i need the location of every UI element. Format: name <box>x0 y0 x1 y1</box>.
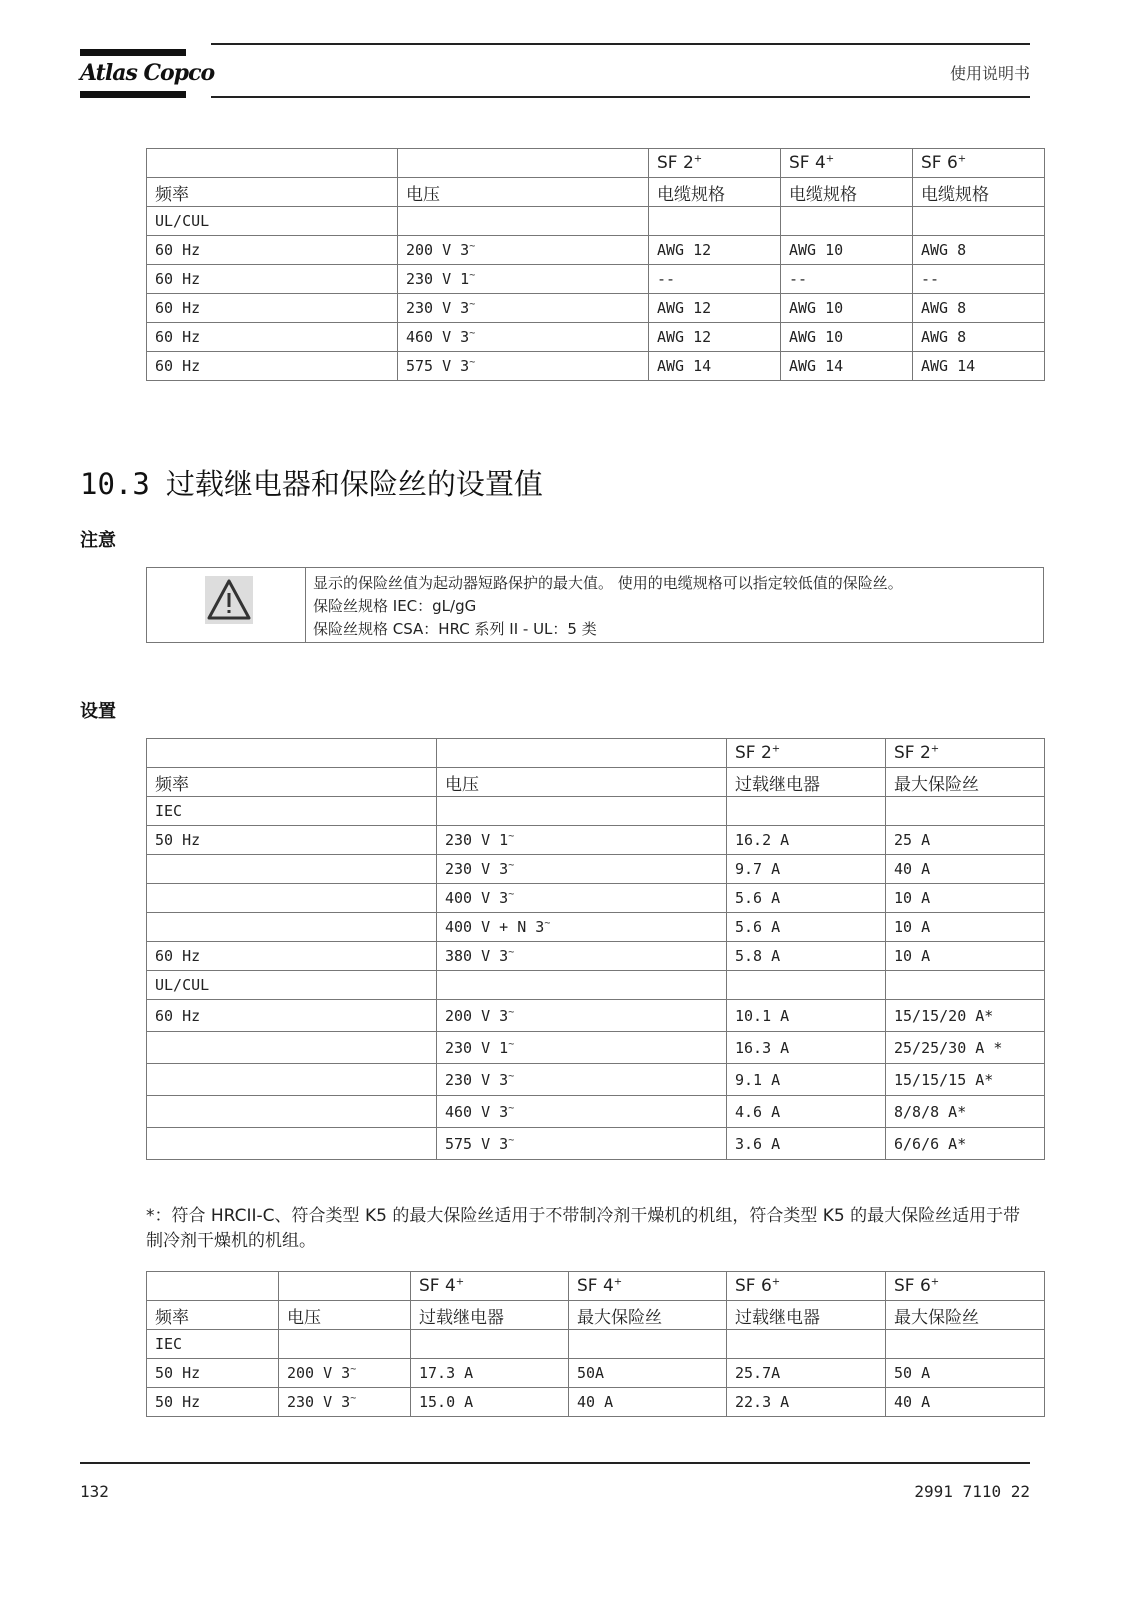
table-cell: IEC <box>147 797 437 826</box>
table-row <box>147 826 1045 855</box>
table-cell: -- <box>781 265 913 294</box>
note-box <box>146 567 1044 643</box>
header-cell: 过载继电器 <box>727 768 886 797</box>
table-row <box>147 855 1045 884</box>
table-cell: 230 V 3~ <box>437 855 727 884</box>
table-row <box>147 323 1045 352</box>
atlas-copco-logo: Atlas Copco <box>80 60 215 86</box>
table-cell: 60 Hz <box>147 1000 437 1032</box>
table-cell: AWG 8 <box>913 236 1045 265</box>
table-cell: AWG 10 <box>781 236 913 265</box>
header-cell: 最大保险丝 <box>886 768 1045 797</box>
table-cell: 230 V 3~ <box>437 1064 727 1096</box>
logo-bar-bottom <box>80 91 186 98</box>
header-cell: SF 2+ <box>649 149 781 178</box>
table-cell <box>727 797 886 826</box>
table-cell <box>886 797 1045 826</box>
table-cell: 16.3 A <box>727 1032 886 1064</box>
table-cell: 400 V 3~ <box>437 884 727 913</box>
table-cell: 380 V 3~ <box>437 942 727 971</box>
table-cell <box>886 1330 1045 1359</box>
header-cell <box>147 1272 279 1301</box>
table-cell: 15/15/20 A* <box>886 1000 1045 1032</box>
table-cell <box>569 1330 727 1359</box>
table-cell: 15.0 A <box>411 1388 569 1417</box>
header-cell <box>398 149 649 178</box>
table-cell: 10 A <box>886 913 1045 942</box>
table-cell: UL/CUL <box>147 207 398 236</box>
table-cell: 460 V 3~ <box>437 1096 727 1128</box>
table-cell <box>147 884 437 913</box>
header-cell: 频率 <box>147 768 437 797</box>
table-row <box>147 294 1045 323</box>
table-cell: 9.7 A <box>727 855 886 884</box>
table-header-row <box>147 768 1045 797</box>
table-cell: 50 Hz <box>147 826 437 855</box>
note-heading: 注意 <box>80 530 116 551</box>
footer-rule <box>80 1462 1030 1464</box>
table-cell <box>147 1128 437 1160</box>
table-cell <box>398 207 649 236</box>
table-cell: -- <box>913 265 1045 294</box>
table-cell: AWG 12 <box>649 294 781 323</box>
table-cell: 60 Hz <box>147 352 398 381</box>
table-cell <box>147 1064 437 1096</box>
table-cell <box>913 207 1045 236</box>
table-cell: 25.7A <box>727 1359 886 1388</box>
table-row <box>147 1359 1045 1388</box>
header-cell: 电缆规格 <box>649 178 781 207</box>
table-header-row <box>147 149 1045 178</box>
header-cell: SF 4+ <box>411 1272 569 1301</box>
header-cell: 最大保险丝 <box>886 1301 1045 1330</box>
header-cell: SF 4+ <box>781 149 913 178</box>
section-title <box>80 462 543 503</box>
table-cell: 50A <box>569 1359 727 1388</box>
header-rule-bottom <box>211 96 1030 98</box>
table-row <box>147 1330 1045 1359</box>
doc-title: 使用说明书 <box>949 64 1030 83</box>
note-line: 保险丝规格 CSA：HRC 系列 II - UL：5 类 <box>313 620 597 638</box>
table-row <box>147 236 1045 265</box>
table-cell: 200 V 3~ <box>279 1359 411 1388</box>
table-cell: AWG 8 <box>913 294 1045 323</box>
table-cell: 200 V 3~ <box>398 236 649 265</box>
header-cell: 电压 <box>279 1301 411 1330</box>
table-header-row <box>147 178 1045 207</box>
table-row <box>147 1128 1045 1160</box>
warning-triangle-icon <box>205 576 253 624</box>
table-cell: AWG 14 <box>781 352 913 381</box>
table-cell: 460 V 3~ <box>398 323 649 352</box>
table-cell: 5.8 A <box>727 942 886 971</box>
section-title-text: 过载继电器和保险丝的设置值 <box>165 467 543 501</box>
table-cell <box>147 1096 437 1128</box>
table-cell: 22.3 A <box>727 1388 886 1417</box>
table-cell: 17.3 A <box>411 1359 569 1388</box>
table-header-row <box>147 1272 1045 1301</box>
table-cell: 9.1 A <box>727 1064 886 1096</box>
table-cell: AWG 14 <box>649 352 781 381</box>
table-cell <box>649 207 781 236</box>
table-cell <box>886 971 1045 1000</box>
table-cell: 50 A <box>886 1359 1045 1388</box>
table-cell: 230 V 3~ <box>279 1388 411 1417</box>
table-cell: 8/8/8 A* <box>886 1096 1045 1128</box>
table-header-row <box>147 739 1045 768</box>
table-cell: 60 Hz <box>147 294 398 323</box>
header-cell: SF 6+ <box>727 1272 886 1301</box>
table-row <box>147 265 1045 294</box>
table-cell: 50 Hz <box>147 1359 279 1388</box>
table-cell <box>437 971 727 1000</box>
table-cell: AWG 14 <box>913 352 1045 381</box>
table-row <box>147 1388 1045 1417</box>
page-number: 132 <box>80 1482 109 1501</box>
table-cell: 575 V 3~ <box>398 352 649 381</box>
table-cell: 40 A <box>569 1388 727 1417</box>
table-cell <box>437 797 727 826</box>
header-cell: 电压 <box>398 178 649 207</box>
header-cell <box>147 149 398 178</box>
note-icon-cell <box>147 568 306 642</box>
table-cell: 400 V + N 3~ <box>437 913 727 942</box>
cable-size-table <box>146 148 1045 381</box>
table-row <box>147 207 1045 236</box>
table-row <box>147 1064 1045 1096</box>
header-cell: SF 4+ <box>569 1272 727 1301</box>
header-cell: SF 2+ <box>727 739 886 768</box>
header-cell: SF 6+ <box>913 149 1045 178</box>
table-cell: 230 V 1~ <box>437 826 727 855</box>
table-cell: 40 A <box>886 1388 1045 1417</box>
footnote: *：符合 HRCII-C、符合类型 K5 的最大保险丝适用于不带制冷剂干燥机的机组，符合类型 K5 的最大保险丝适用于带制冷剂干燥机的机组。 <box>146 1206 1021 1251</box>
header-rule-top <box>211 43 1030 45</box>
table-cell: 60 Hz <box>147 265 398 294</box>
table-cell: 60 Hz <box>147 323 398 352</box>
table-cell: UL/CUL <box>147 971 437 1000</box>
header-cell <box>147 739 437 768</box>
header-cell: SF 2+ <box>886 739 1045 768</box>
table-row <box>147 884 1045 913</box>
logo-bar-top <box>80 49 186 56</box>
overload-fuse-table-sf2 <box>146 738 1045 1160</box>
table-row <box>147 352 1045 381</box>
table-row <box>147 1032 1045 1064</box>
table-cell <box>411 1330 569 1359</box>
table-cell: 25 A <box>886 826 1045 855</box>
table-row <box>147 971 1045 1000</box>
overload-fuse-table-sf4-sf6 <box>146 1271 1045 1417</box>
table-cell: 60 Hz <box>147 942 437 971</box>
table-cell: 3.6 A <box>727 1128 886 1160</box>
table-cell: AWG 8 <box>913 323 1045 352</box>
table-cell <box>727 971 886 1000</box>
header-cell: 电缆规格 <box>913 178 1045 207</box>
doc-number: 2991 7110 22 <box>914 1482 1030 1501</box>
header-cell: 过载继电器 <box>727 1301 886 1330</box>
table-row <box>147 1000 1045 1032</box>
table-cell: 5.6 A <box>727 913 886 942</box>
table-cell: -- <box>649 265 781 294</box>
table-cell: 15/15/15 A* <box>886 1064 1045 1096</box>
section-number: 10.3 <box>80 467 150 501</box>
table-cell: 10 A <box>886 942 1045 971</box>
table-cell: 16.2 A <box>727 826 886 855</box>
table-cell <box>147 1032 437 1064</box>
note-line: 保险丝规格 IEC：gL/gG <box>313 597 477 615</box>
table-cell: 230 V 1~ <box>398 265 649 294</box>
table-cell <box>279 1330 411 1359</box>
header-cell <box>437 739 727 768</box>
table-cell: 230 V 1~ <box>437 1032 727 1064</box>
table-cell: AWG 12 <box>649 323 781 352</box>
table-row <box>147 913 1045 942</box>
table-cell: 5.6 A <box>727 884 886 913</box>
note-line: 显示的保险丝值为起动器短路保护的最大值。 使用的电缆规格可以指定较低值的保险丝。 <box>313 574 903 592</box>
table-cell: 4.6 A <box>727 1096 886 1128</box>
table-cell: 200 V 3~ <box>437 1000 727 1032</box>
table-cell: 575 V 3~ <box>437 1128 727 1160</box>
table-cell: AWG 12 <box>649 236 781 265</box>
table-cell <box>147 855 437 884</box>
table-cell: IEC <box>147 1330 279 1359</box>
table-cell: 25/25/30 A * <box>886 1032 1045 1064</box>
table-row <box>147 942 1045 971</box>
header-cell: 过载继电器 <box>411 1301 569 1330</box>
table-cell <box>781 207 913 236</box>
table-cell: 10 A <box>886 884 1045 913</box>
header-cell: SF 6+ <box>886 1272 1045 1301</box>
table-cell: AWG 10 <box>781 323 913 352</box>
table-cell <box>147 913 437 942</box>
table-cell: 40 A <box>886 855 1045 884</box>
table-row <box>147 1096 1045 1128</box>
header-cell: 频率 <box>147 178 398 207</box>
table-cell: AWG 10 <box>781 294 913 323</box>
header-cell: 最大保险丝 <box>569 1301 727 1330</box>
table-cell: 230 V 3~ <box>398 294 649 323</box>
settings-heading: 设置 <box>80 701 116 722</box>
note-text <box>313 572 903 641</box>
table-cell: 60 Hz <box>147 236 398 265</box>
header-cell: 电缆规格 <box>781 178 913 207</box>
header-cell <box>279 1272 411 1301</box>
table-row <box>147 797 1045 826</box>
table-cell <box>727 1330 886 1359</box>
header-cell: 电压 <box>437 768 727 797</box>
table-cell: 50 Hz <box>147 1388 279 1417</box>
table-header-row <box>147 1301 1045 1330</box>
header-cell: 频率 <box>147 1301 279 1330</box>
table-cell: 10.1 A <box>727 1000 886 1032</box>
table-cell: 6/6/6 A* <box>886 1128 1045 1160</box>
